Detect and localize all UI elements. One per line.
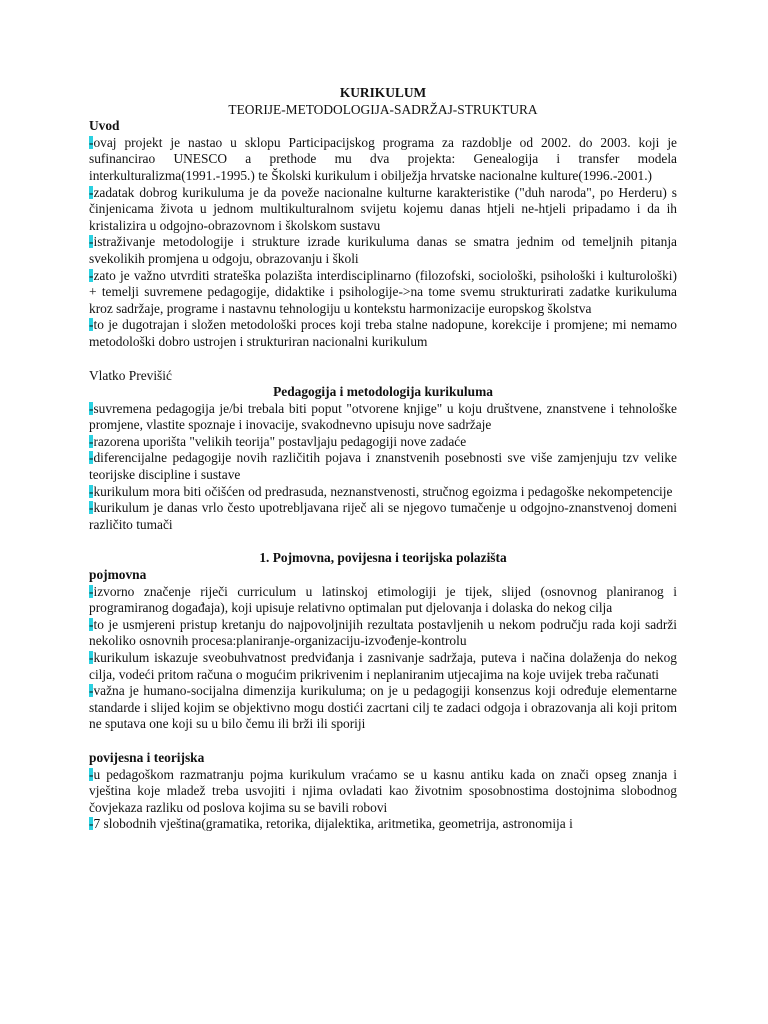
- list-item: [89, 617, 677, 650]
- list-item-text: kurikulum je danas vrlo često upotrebljavana riječ ali se njegovo tumačenje u odgojno-znanstvenoj domeni različito tumači: [89, 500, 677, 532]
- section-heading-pedagogija: Pedagogija i metodologija kurikuluma: [273, 384, 493, 400]
- list-item: [89, 816, 677, 833]
- list-item-text: kurikulum iskazuje sveobuhvatnost predviđanja i zasnivanje sadržaja, puteva i načina dolaženja do nekog cilja, vodeći pritom računa o mogućim prikrivenim i neplaniranim utjecajima na koje uvijek treba računati: [89, 650, 677, 682]
- document-title: KURIKULUM: [339, 85, 427, 100]
- list-item: [89, 401, 677, 434]
- list-item: [89, 434, 677, 451]
- bullet-dash: -: [89, 816, 94, 832]
- list-item: [89, 268, 677, 318]
- list-item-text: istraživanje metodologije i strukture izrade kurikuluma danas se smatra jednim od temeljnih pitanja svekolikih promjena u odgoju, obrazovanju i školi: [89, 234, 677, 266]
- list-item: [89, 135, 677, 185]
- pedagogija-list: [89, 401, 677, 534]
- bullet-dash: -: [89, 766, 94, 782]
- list-item-text: to je usmjereni pristup kretanju do najpovoljnijih rezultata postavljenih u nekom području rada koji sadrži nekoliko osnovnih procesa:planiranje-organizaciju-izvođenje-kontrolu: [89, 616, 677, 649]
- bullet-dash: -: [89, 500, 94, 516]
- bullet-dash: -: [89, 650, 94, 665]
- list-item-text: zato je važno utvrditi strateška polazišta interdisciplinarno (filozofski, sociološki, psihološki i kulturološki) + temelji suvremene pedagogije, didaktike i psihologije->na tome svemu strukturirati zadatke kurikuluma kroz sadržaje, programe i nastavnu tehnologiju u kontekstu harmonizacije europskog školstva: [89, 267, 677, 316]
- list-item: [89, 650, 677, 683]
- list-item-text: diferencijalne pedagogije novih različitih pojava i znanstvenih posebnosti sve više zamjenjuju tzv velike teorijske discipline i sustave: [89, 450, 677, 483]
- list-item: [89, 584, 677, 617]
- document-subtitle: TEORIJE-METODOLOGIJA-SADRŽAJ-STRUKTURA: [228, 101, 538, 117]
- subheading-pojmovna: pojmovna: [89, 567, 147, 583]
- bullet-dash: -: [89, 267, 94, 283]
- bullet-dash: -: [89, 583, 94, 599]
- list-item: [89, 317, 677, 350]
- bullet-dash: -: [89, 433, 94, 449]
- list-item: [89, 484, 677, 501]
- list-item-text: u pedagoškom razmatranju pojma kurikulum vraćamo se u kasnu antiku kada on znači opseg znanja i vještina koje mladež treba usvojiti i njima ovladati kao životnim sposobnostima dostojnima slobodnog čovjekaza razliku od poslova kojima su se bavili robovi: [89, 766, 677, 815]
- author-name: Vlatko Previšić: [89, 367, 172, 383]
- list-item: [89, 683, 677, 733]
- bullet-dash: -: [89, 134, 94, 150]
- list-item-text: važna je humano-socijalna dimenzija kurikuluma; on je u pedagogiji konsenzus koji određuje elementarne standarde i slijed kojim se objektivno mogu dostići zacrtani cilj te zadaci odgoja i obrazovanja ali koji pritom ne sputava one koji su u bilo čemu ili brži ili sporiji: [89, 683, 677, 732]
- list-item-text: 7 slobodnih vještina(gramatika, retorika, dijalektika, aritmetika, geometrija, astronomija i: [93, 816, 573, 832]
- bullet-dash: -: [89, 184, 94, 200]
- bullet-dash: -: [89, 683, 94, 699]
- pojmovna-list: [89, 584, 677, 733]
- subheading-povijesna-teorijska: povijesna i teorijska: [89, 749, 205, 765]
- list-item-text: razorena uporišta "velikih teorija" postavljaju pedagogiji nove zadaće: [93, 433, 467, 449]
- list-item: [89, 185, 677, 235]
- list-item: [89, 767, 677, 817]
- list-item-text: izvorno značenje riječi curriculum u latinskoj etimologiji je tijek, slijed (osnovnog planiranog i programiranog događaja), koji upisuje relativno optimalan put djelovanja i dolaska do nekog cilja: [89, 583, 677, 616]
- list-item: [89, 500, 677, 533]
- list-item-text: ovaj projekt je nastao u sklopu Participacijskog programa za razdoblje od 2002. do 2003. koji je sufinancirao UNESCO a prethode mu dva projekta: Genealogija i transfer modela interkulturalizma(1991.-1995.) te Školski kurikulum i obilježja hrvatske nacionalne kulture(1996.-2001.): [89, 134, 677, 183]
- document-page: [89, 85, 677, 833]
- bullet-dash: -: [89, 234, 94, 250]
- list-item: [89, 234, 677, 267]
- bullet-dash: -: [89, 450, 94, 466]
- list-item-text: suvremena pedagogija je/bi trebala biti poput "otvorene knjige" u koju društvene, znanstvene i tehnološke promjene, vlastite spoznaje i inovacije, svakodnevno upisuju nove sadržaje: [89, 400, 677, 433]
- bullet-dash: -: [89, 400, 94, 416]
- povijesna-list: [89, 767, 677, 833]
- bullet-dash: -: [89, 317, 94, 333]
- list-item: [89, 450, 677, 483]
- list-item-text: to je dugotrajan i složen metodološki proces koji treba stalne nadopune, korekcije i promjene; mi nemamo metodološki dobro ustrojen i strukturiran nacionalni kurikulum: [89, 317, 677, 349]
- list-item-text: kurikulum mora biti očišćen od predrasuda, neznanstvenosti, stručnog egoizma i pedagoške nekompetencije: [93, 483, 673, 499]
- bullet-dash: -: [89, 483, 94, 499]
- section-heading-uvod: Uvod: [89, 118, 120, 134]
- section-heading-pojmovna-povijesna-teorijska: 1. Pojmovna, povijesna i teorijska polazišta: [259, 550, 507, 566]
- list-item-text: zadatak dobrog kurikuluma je da poveže nacionalne kulturne karakteristike ("duh naroda", po Herderu) s činjenicama života u jednom multikulturalnom svijetu kojemu danas htjeli ne-htjeli pripadamo i da ih kristalizira u odgojno-obrazovnom i školskom sustavu: [89, 184, 677, 233]
- bullet-dash: -: [89, 616, 94, 632]
- uvod-list: [89, 135, 677, 351]
